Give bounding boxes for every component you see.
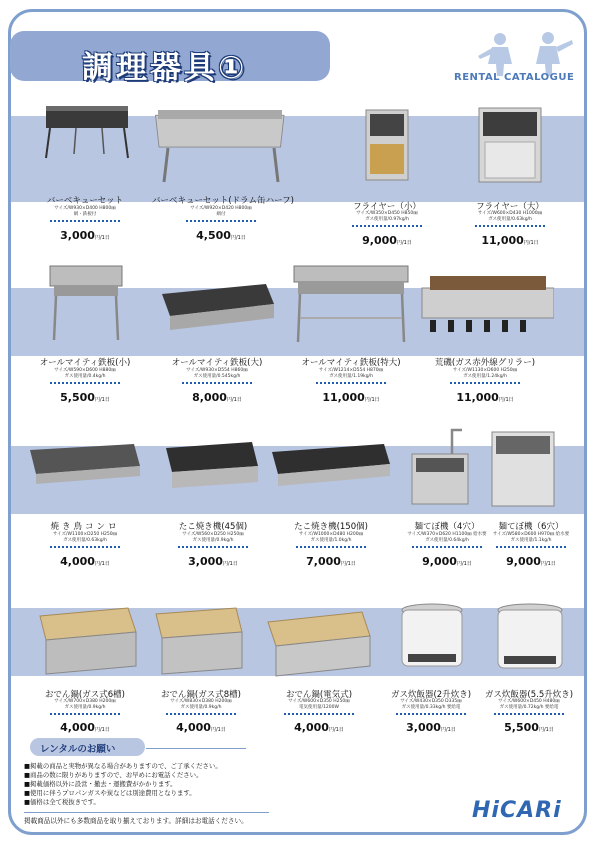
page-title: 調理器具① — [82, 50, 248, 86]
item-price: 11,000円/1日 — [322, 391, 380, 404]
dotted-divider — [182, 382, 252, 384]
item-price: 4,500円/1日 — [196, 229, 246, 242]
item-name: 麺てぼ機（4穴） — [414, 522, 480, 532]
dotted-divider — [316, 382, 386, 384]
item-spec: ガス使用量/1.0kg/h — [310, 538, 352, 543]
item-price: 9,000円/1日 — [422, 555, 472, 568]
noodle-boiler-icon — [462, 420, 595, 508]
fryer-icon — [318, 96, 456, 184]
item-spec: ガス使用量/0.545kg/h — [193, 374, 241, 379]
item-spec: サイズ/W1130×D600 H250㎜ — [452, 368, 518, 373]
item-name: ガス炊飯器(5.5升炊き) — [484, 690, 574, 700]
bbq-grill-icon — [16, 96, 154, 184]
item-spec: サイズ/W560×D250 H250㎜ — [182, 532, 244, 537]
item-price: 4,000円/1日 — [294, 721, 344, 734]
item-name: オールマイティ鉄板(小) — [39, 358, 131, 368]
item-name: たこ焼き機(45個) — [178, 522, 248, 532]
item-name: 荒磯(ガス赤外線グリラー) — [434, 358, 536, 368]
item-name: バーベキューセット(ドラム缶ハーフ) — [152, 196, 294, 206]
item-spec: サイズ/W600×D350 H250㎜ — [288, 699, 350, 704]
dotted-divider — [186, 220, 256, 222]
item-spec: 網・鉄板付 — [73, 212, 97, 217]
item-price: 9,000円/1日 — [506, 555, 556, 568]
children-silhouette-icon — [470, 30, 580, 78]
item-name: オールマイティ鉄板(大) — [171, 358, 263, 368]
yakitori-grill-icon — [16, 420, 154, 508]
item-spec: ガス使用量/0.63kg/h — [488, 217, 532, 222]
catalogue-label: RENTAL CATALOGUE — [454, 72, 575, 83]
item-name: フライヤー（小） — [353, 202, 421, 212]
rice-cooker-icon — [460, 596, 595, 684]
dotted-divider — [284, 713, 354, 715]
item-spec: サイズ/W600×D430 H1000㎜ — [477, 211, 543, 216]
item-spec: ガス使用量/1.19kg/h — [329, 374, 373, 379]
notice-line: ■価格は全て税抜きです。 — [24, 798, 100, 806]
item-spec: サイズ/W580×D600 H970㎜ 給水要 — [492, 532, 570, 537]
item-name: オールマイティ鉄板(特大) — [301, 358, 401, 368]
fryer-icon — [441, 96, 579, 184]
notice-line: ■掲載価格以外に設営・撤去・運搬費がかかります。 — [24, 780, 177, 788]
item-price: 5,500円/1日 — [60, 391, 110, 404]
item-spec: サイズ/W920×D420 H800㎜ — [190, 206, 252, 211]
dotted-divider — [494, 713, 564, 715]
item-spec: 網付 — [216, 212, 226, 217]
dotted-divider — [166, 713, 236, 715]
item-name: たこ焼き機(150個) — [294, 522, 368, 532]
notice-line: ■使用に伴うプロパンガスや炭などは別途費用となります。 — [24, 789, 196, 797]
notice-heading-box — [30, 738, 145, 756]
item-name: 焼き鳥コンロ — [50, 522, 120, 532]
item-name: フライヤー（大） — [476, 202, 544, 212]
griddle-icon — [282, 258, 420, 346]
dotted-divider — [50, 382, 120, 384]
griddle-icon — [16, 258, 154, 346]
dotted-divider — [296, 546, 366, 548]
dotted-divider — [450, 382, 520, 384]
item-name: バーベキューセット — [46, 196, 124, 206]
item-spec: ガス使用量/0.9kg/h — [64, 705, 106, 710]
item-price: 3,000円/1日 — [406, 721, 456, 734]
item-price: 7,000円/1日 — [306, 555, 356, 568]
dotted-divider — [50, 546, 120, 548]
item-name: 麺てぼ機（6穴） — [498, 522, 564, 532]
item-spec: サイズ/W930×D400 H800㎜ — [54, 206, 116, 211]
item-name: おでん鍋(ガス式8槽) — [161, 690, 241, 700]
drum-grill-icon — [152, 96, 290, 184]
item-spec: ガス使用量/0.63kg/h — [63, 538, 107, 543]
item-price: 11,000円/1日 — [481, 234, 539, 247]
item-spec: サイズ/W600×D450 H480㎜ — [498, 699, 560, 704]
item-price: 11,000円/1日 — [456, 391, 514, 404]
item-spec: 電気使用量/1200W — [299, 705, 339, 710]
item-spec: ガス使用量/1.1kg/h — [510, 538, 552, 543]
item-spec: サイズ/W1214×D554 H870㎜ — [318, 368, 384, 373]
item-spec: ガス使用量/1.24kg/h — [463, 374, 507, 379]
item-name: おでん鍋(ガス式6槽) — [45, 690, 125, 700]
item-price: 4,000円/1日 — [176, 721, 226, 734]
item-price: 8,000円/1日 — [192, 391, 242, 404]
item-price: 4,000円/1日 — [60, 721, 110, 734]
item-price: 9,000円/1日 — [362, 234, 412, 247]
dotted-divider — [496, 546, 566, 548]
notice-list — [24, 762, 222, 807]
dotted-divider — [396, 713, 466, 715]
item-spec: サイズ/W430×D350 D335㎜ — [400, 699, 462, 704]
item-spec: ガス使用量/0.97kg/h — [365, 217, 409, 222]
item-price: 3,000円/1日 — [60, 229, 110, 242]
dotted-divider — [352, 225, 422, 227]
dotted-divider — [50, 713, 120, 715]
item-spec: サイズ/W350×D450 H850㎜ — [356, 211, 418, 216]
item-spec: サイズ/W1000×D480 H200㎜ — [298, 532, 364, 537]
item-price: 5,500円/1日 — [504, 721, 554, 734]
griddle-icon — [148, 258, 286, 346]
item-spec: サイズ/W590×D600 H880㎜ — [54, 368, 116, 373]
item-spec: ガス使用量/0.9kg/h — [192, 538, 234, 543]
griller-icon — [416, 258, 554, 346]
hicari-logo: HiCARi — [472, 798, 562, 823]
dotted-divider — [178, 546, 248, 548]
footer-divider — [24, 812, 269, 813]
item-name: ガス炊飯器(2升炊き) — [390, 690, 472, 700]
dotted-divider — [412, 546, 482, 548]
footer-text: 掲載商品以外にも多数商品を取り揃えております。詳細はお電話ください。 — [24, 817, 248, 825]
item-spec: ガス使用量/0.4kg/h — [64, 374, 106, 379]
notice-line: ■商品の数に限りがありますので、お早めにお電話ください。 — [24, 771, 203, 779]
item-spec: サイズ/W700×D380 H200㎜ — [54, 699, 116, 704]
item-spec: サイズ/W1100×D250 H250㎜ — [52, 532, 118, 537]
dotted-divider — [50, 220, 120, 222]
item-price: 4,000円/1日 — [60, 555, 110, 568]
notice-line: ■掲載の商品と実物が異なる場合がありますので、ご了承ください。 — [24, 762, 222, 770]
item-spec: サイズ/W370×D620 H1100㎜ 給水要 — [407, 532, 487, 537]
item-price: 3,000円/1日 — [188, 555, 238, 568]
item-spec: ガス使用量/0.33kg/h 要給電 — [401, 705, 461, 710]
item-spec: サイズ/W830×D380 H200㎜ — [170, 699, 232, 704]
dotted-divider — [475, 225, 545, 227]
item-name: おでん鍋(電気式) — [285, 690, 353, 700]
notice-heading: レンタルのお願い — [40, 744, 116, 755]
item-spec: ガス使用量/0.64kg/h — [425, 538, 469, 543]
item-spec: ガス使用量/0.72kg/h 要給電 — [499, 705, 559, 710]
notice-divider — [146, 748, 246, 749]
item-spec: サイズ/W930×D554 H860㎜ — [186, 368, 248, 373]
item-spec: ガス使用量/0.9kg/h — [180, 705, 222, 710]
